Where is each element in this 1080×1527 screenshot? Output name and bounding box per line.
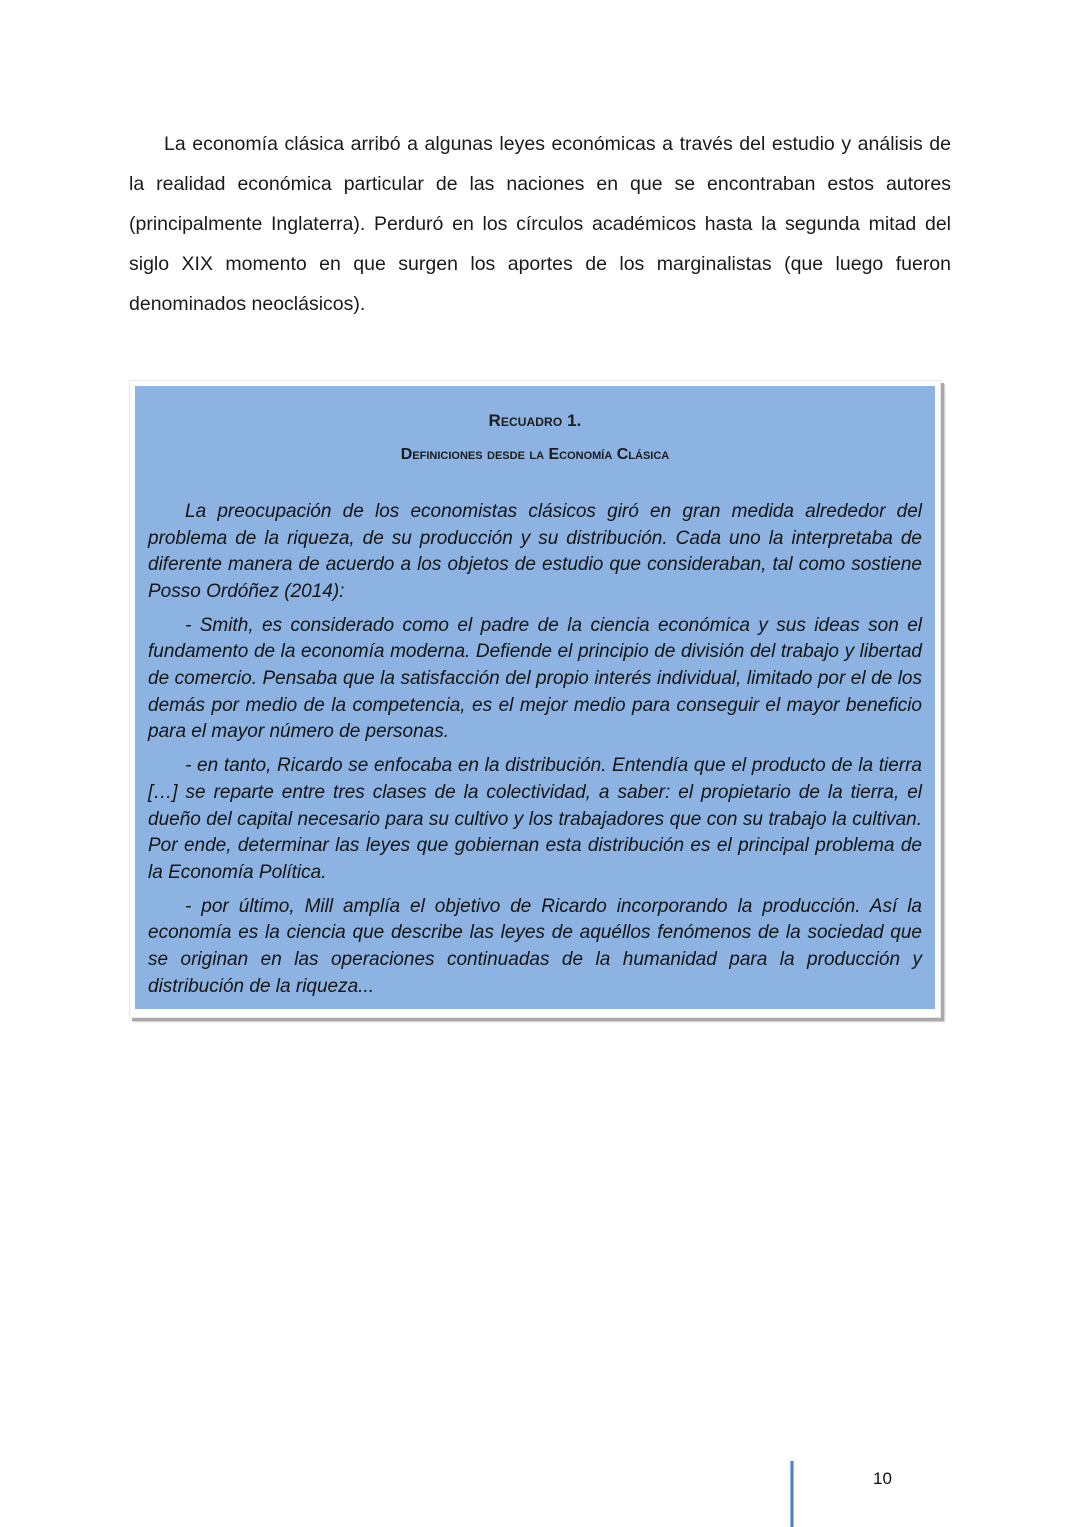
box-body — [148, 499, 922, 1008]
box-paragraph-intro: La preocupación de los economistas clásicos giró en gran medida alrededor del problema de la riqueza, de su producción y su distribución. Cada uno la interpretaba de diferente manera de acuerdo a los objetos de estudio que consideraban, tal como sostiene Posso Ordóñez (2014): — [148, 501, 922, 602]
box-paragraph-smith: - Smith, es considerado como el padre de la ciencia económica y sus ideas son el fundamento de la economía moderna. Defiende el principio de división del trabajo y libertad de comercio. Pensaba que la satisfacción del propio interés individual, limitado por el de los demás por medio de la competencia, es el mejor medio para conseguir el mayor beneficio para el mayor número de personas. — [148, 614, 922, 743]
intro-paragraph: La economía clásica arribó a algunas leyes económicas a través del estudio y análisis de la realidad económica particular de las naciones en que se encontraban estos autores (principalmente Inglaterra). Perduró en los círculos académicos hasta la segunda mitad del siglo XIX momento en que surgen los aportes de los marginalistas (que luego fueron denominados neoclásicos). — [129, 133, 951, 315]
footer-vertical-rule — [790, 1461, 794, 1527]
box-paragraph-mill: - por último, Mill amplía el objetivo de Ricardo incorporando la producción. Así la economía es la ciencia que describe las leyes de aquéllos fenómenos de la sociedad que se originan en las operaciones continuadas de la humanidad para la producción y distribución de la riqueza... — [148, 895, 922, 997]
box-subtitle: Definiciones desde la Economía Clásica — [400, 446, 670, 463]
recuadro-box — [129, 380, 941, 1018]
recuadro-box-fill — [135, 386, 935, 1009]
box-paragraph-ricardo: - en tanto, Ricardo se enfocaba en la distribución. Entendía que el producto de la tierra […] se reparte entre tres clases de la colectividad, a saber: el propietario de la tierra, el dueño del capital necesario para su cultivo y los trabajadores que con su trabajo la cultivan. Por ende, determinar las leyes que gobiernan esta distribución es el principal problema de la Economía Política. — [148, 755, 922, 883]
box-title: Recuadro 1. — [488, 411, 582, 430]
page-number: 10 — [873, 1469, 892, 1488]
